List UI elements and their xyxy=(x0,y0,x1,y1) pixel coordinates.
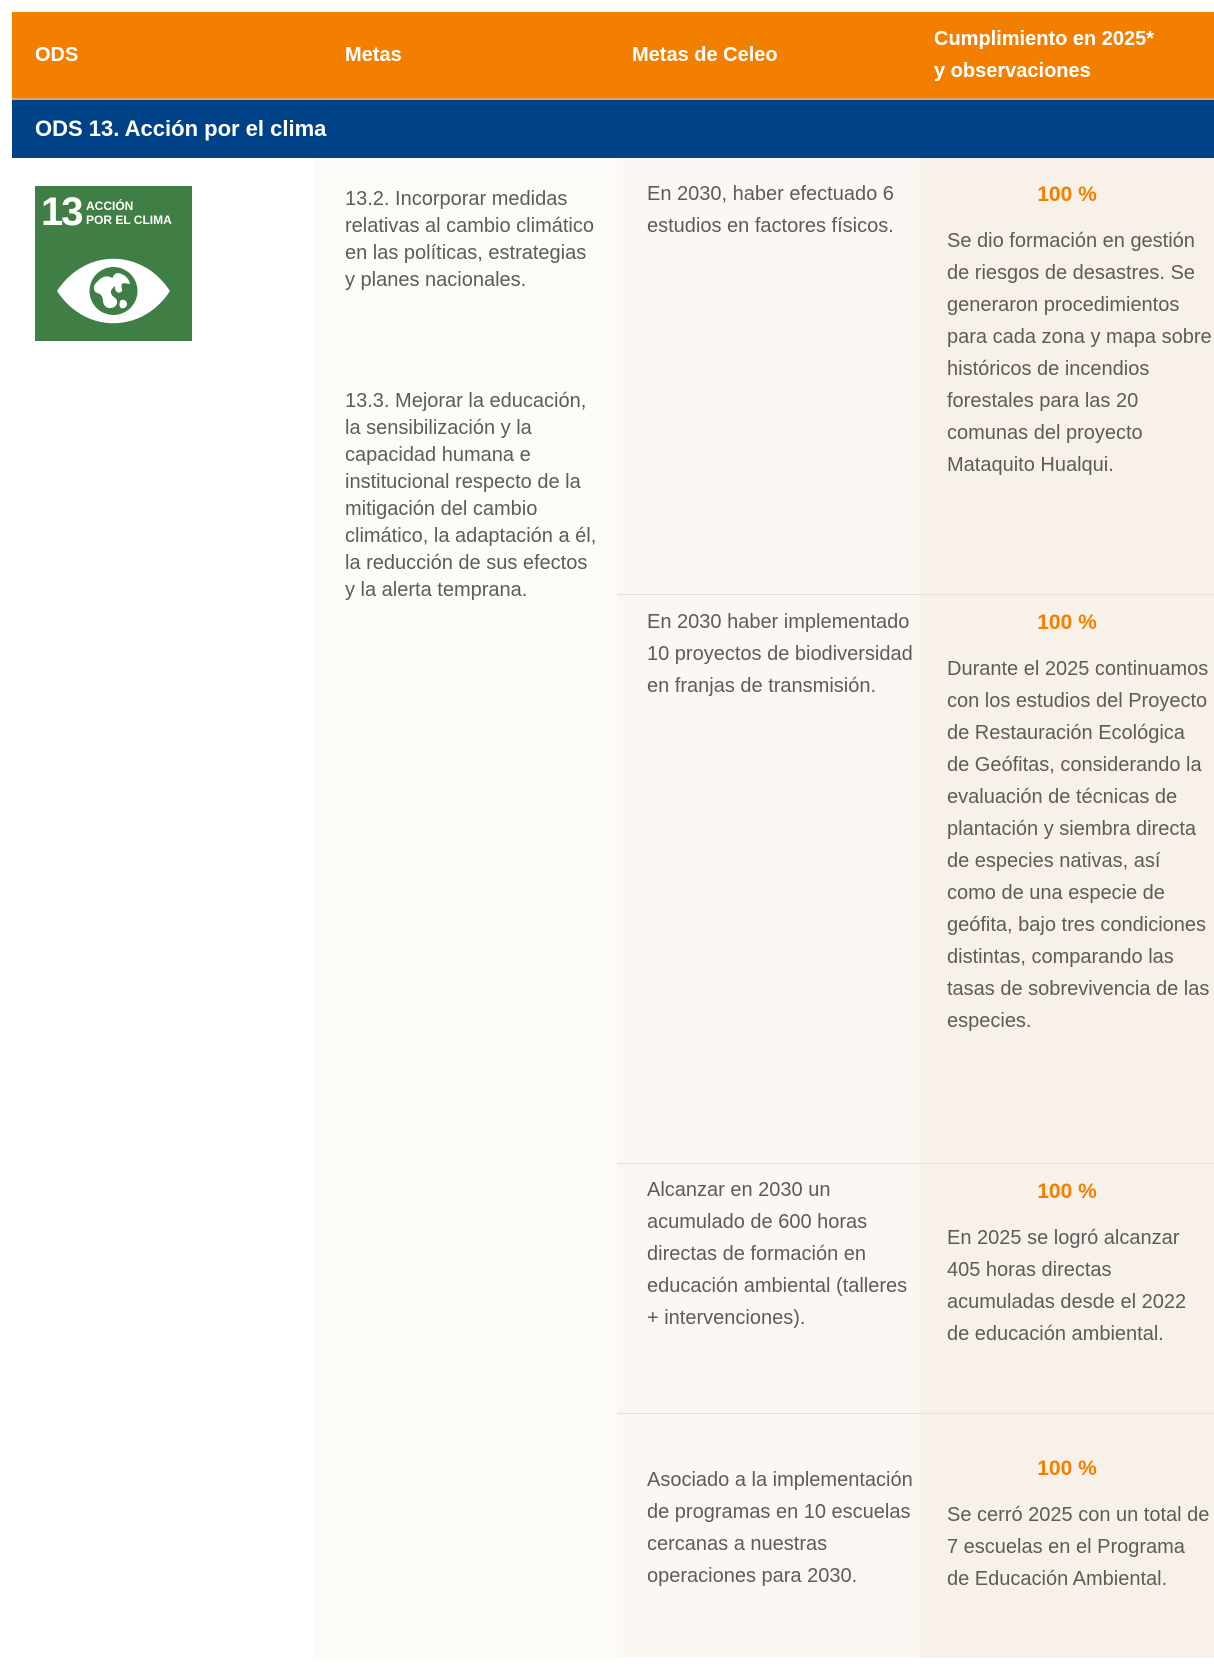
row-divider xyxy=(617,594,1214,595)
metas-column xyxy=(314,158,617,1658)
sdg-13-tile xyxy=(35,186,192,341)
row-3-cumplimiento: 100 % xyxy=(1037,1180,1097,1203)
meta-13-3: 13.3. Mejorar la educación, la sensibilización y la capacidad humana e institucional respecto de la mitigación del cambio climático, la adaptación a él, la reducción de sus efectos y la alerta temprana. xyxy=(345,390,597,601)
ods-table xyxy=(12,12,1214,1658)
row-4-cumplimiento: 100 % xyxy=(1037,1457,1097,1480)
header-cumplimiento xyxy=(934,23,1154,87)
table-body xyxy=(12,158,1214,1658)
header-cumplimiento-line2: y observaciones xyxy=(934,60,1091,82)
metas-celeo-column xyxy=(617,158,920,1658)
row-4-meta-celeo: Asociado a la implementación de programas en 10 escuelas cercanas a nuestras operaciones para 2030. xyxy=(647,1469,913,1587)
row-3-meta-celeo: Alcanzar en 2030 un acumulado de 600 horas directas de formación en educación ambiental (talleres + intervenciones). xyxy=(647,1179,908,1329)
header-metas: Metas xyxy=(345,43,402,66)
row-2-observacion: Durante el 2025 continuamos con los estudios del Proyecto de Restauración Ecológica de Geófitas, considerando la evaluación de técnicas de plantación y siembra directa de especies nativas, así como de una especie de geófita, bajo tres condiciones distintas, comparando las tasas de sobrevivencia de las especies. xyxy=(947,658,1210,1032)
header-metas-celeo: Metas de Celeo xyxy=(632,43,778,66)
sdg-title-line1: ACCIÓN xyxy=(86,199,134,213)
row-divider xyxy=(617,1163,1214,1164)
section-title: ODS 13. Acción por el clima xyxy=(12,100,1214,158)
row-2-cumplimiento: 100 % xyxy=(1037,611,1097,634)
sdg-number: 13 xyxy=(41,190,82,234)
row-1-cumplimiento: 100 % xyxy=(1037,183,1097,206)
header-cumplimiento-line1: Cumplimiento en 2025* xyxy=(934,28,1155,50)
eye-globe-icon xyxy=(55,256,172,326)
sdg-title-line2: POR EL CLIMA xyxy=(86,213,172,227)
row-1-meta-celeo: En 2030, haber efectuado 6 estudios en factores físicos. xyxy=(647,183,894,237)
sdg-title xyxy=(86,199,172,227)
header-ods: ODS xyxy=(35,43,79,66)
meta-13-2: 13.2. Incorporar medidas relativas al cambio climático en las políticas, estrategias y planes nacionales. xyxy=(345,188,594,291)
row-3-observacion: En 2025 se logró alcanzar 405 horas directas acumuladas desde el 2022 de educación ambiental. xyxy=(947,1227,1187,1345)
row-1-observacion: Se dio formación en gestión de riesgos de desastres. Se generaron procedimientos para cada zona y mapa sobre históricos de incendios forestales para las 20 comunas del proyecto Mataquito Hualqui. xyxy=(947,230,1212,476)
row-divider xyxy=(617,1413,1214,1414)
row-2-meta-celeo: En 2030 haber implementado 10 proyectos de biodiversidad en franjas de transmisión. xyxy=(647,611,913,697)
row-4-observacion: Se cerró 2025 con un total de 7 escuelas en el Programa de Educación Ambiental. xyxy=(947,1504,1210,1590)
table-header xyxy=(12,12,1214,100)
